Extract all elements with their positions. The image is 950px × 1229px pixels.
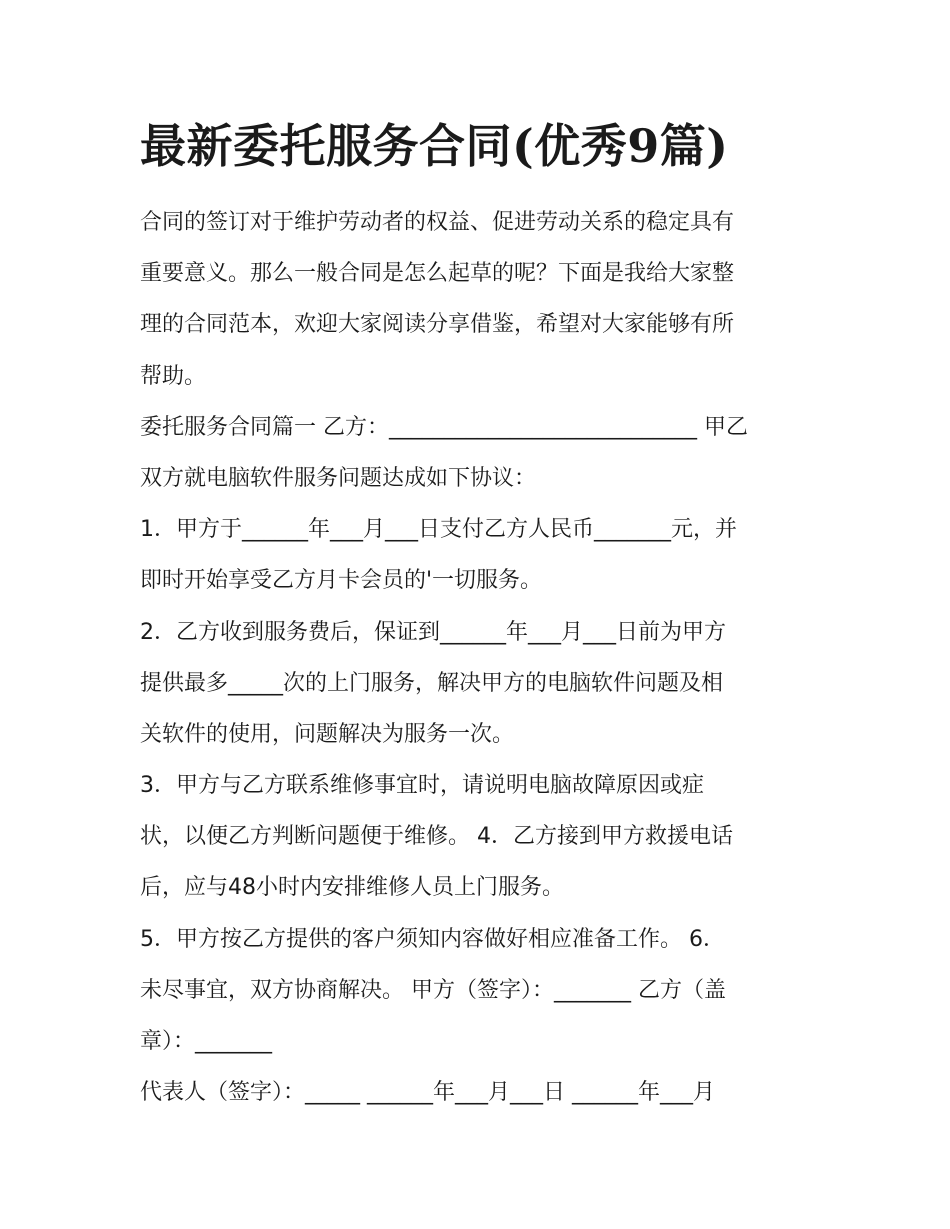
body-line: 即时开始享受乙方月卡会员的'一切服务。 (140, 568, 543, 594)
body-line: 1．甲方于______年___月___日支付乙方人民币_______元，并 (140, 517, 737, 543)
body-line: 关软件的使用，问题解决为服务一次。 (140, 721, 515, 747)
body-line: 委托服务合同篇一 乙方：____________________________ 甲乙 (140, 414, 748, 440)
body-line: 未尽事宜，双方协商解决。 甲方（签字）：_______ 乙方（盖 (140, 977, 726, 1003)
body-line: 章）：_______ (140, 1029, 273, 1054)
body-line: 状，以便乙方判断问题便于维修。 4．乙方接到甲方救援电话 (140, 824, 733, 850)
body-line: 5．甲方按乙方提供的客户须知内容做好相应准备工作。 6． (140, 926, 725, 952)
document-title: 最新委托服务合同(优秀9篇) (140, 119, 729, 173)
body-line: 双方就电脑软件服务问题达成如下协议： (140, 465, 537, 491)
body-line: 提供最多_____次的上门服务，解决甲方的电脑软件问题及相 (140, 670, 724, 696)
body-line: 合同的签订对于维护劳动者的权益、促进劳动关系的稳定具有 (140, 210, 735, 235)
body-line: 3．甲方与乙方联系维修事宜时，请说明电脑故障原因或症 (140, 773, 704, 799)
body-line: 后，应与48小时内安排维修人员上门服务。 (140, 875, 564, 901)
document-body (140, 197, 820, 1118)
body-line: 2．乙方收到服务费后，保证到______年___月___日前为甲方 (140, 619, 726, 645)
body-line: 帮助。 (140, 363, 207, 389)
body-line: 重要意义。那么一般合同是怎么起草的呢？下面是我给大家整 (140, 261, 735, 287)
body-line: 代表人（签字）：_____ ______年___月___日 ______年___月 (140, 1080, 715, 1106)
body-line: 理的合同范本，欢迎大家阅读分享借鉴，希望对大家能够有所 (140, 312, 735, 338)
